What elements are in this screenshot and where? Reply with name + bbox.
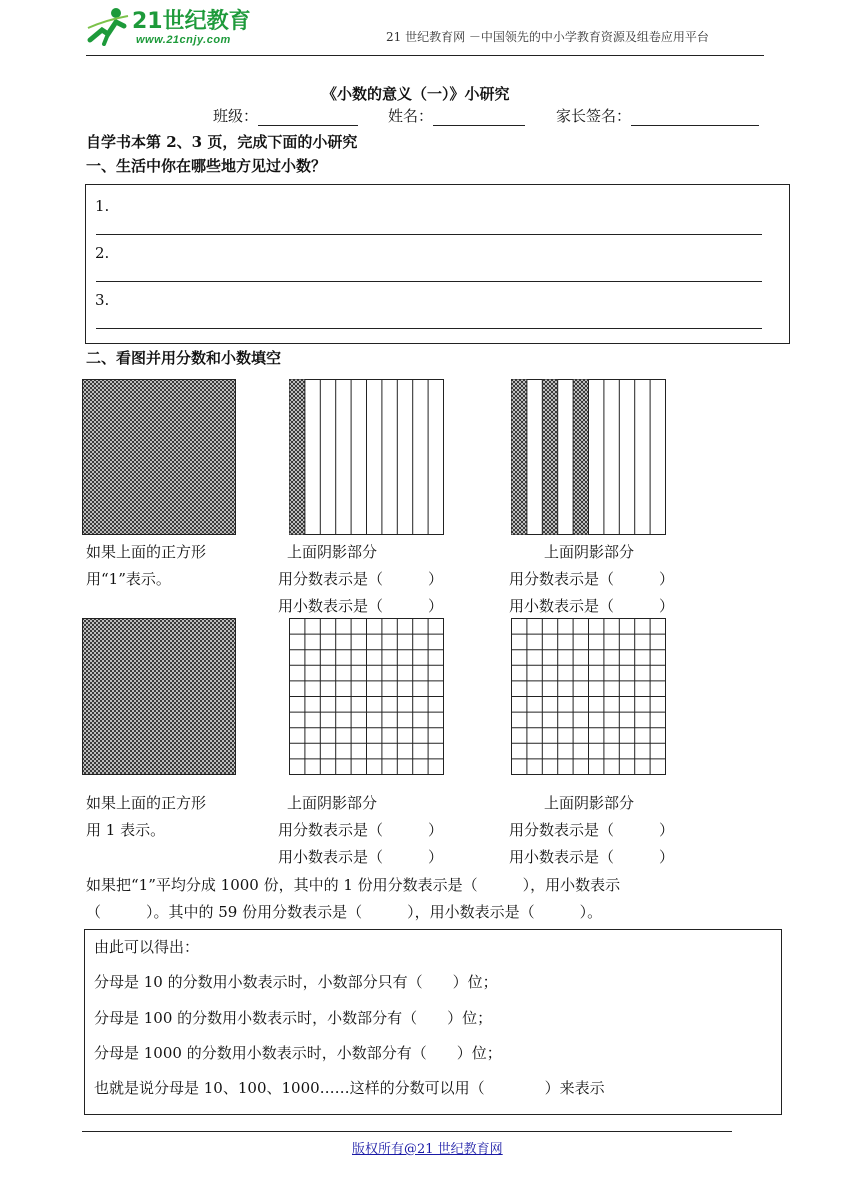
row2-right-fraction: 用分数表示是（ ）: [509, 821, 675, 839]
row1-right-shade: 上面阴影部分: [544, 543, 635, 561]
hundredths-grid-2: [511, 618, 666, 775]
unit-square-2: [82, 618, 236, 775]
row2-left-line1: 如果上面的正方形: [86, 794, 207, 812]
thousandths-question-line2: （ ）。其中的 59 份用分数表示是（ ），用小数表示是（ ）。: [86, 903, 603, 921]
class-field: 班级：: [213, 105, 358, 126]
row2-mid-fraction: 用分数表示是（ ）: [278, 821, 444, 839]
header-divider: [86, 55, 764, 56]
conclusion-box: [84, 929, 782, 1115]
answer-line-1[interactable]: [96, 234, 762, 235]
row2-right-shade: 上面阴影部分: [544, 794, 635, 812]
copyright-link[interactable]: 版权所有@21 世纪教育网: [352, 1142, 503, 1157]
conclusion-line-2: 分母是 100 的分数用小数表示时，小数部分有（ ）位；: [94, 1009, 493, 1027]
answer-line-3[interactable]: [96, 328, 762, 329]
row1-mid-decimal: 用小数表示是（ ）: [278, 597, 444, 615]
footer-divider: [82, 1131, 732, 1132]
answer-line-2[interactable]: [96, 281, 762, 282]
row1-mid-shade: 上面阴影部分: [287, 543, 378, 561]
logo-text: 21世纪教育: [132, 9, 251, 34]
intro-text: 自学书本第 2、3 页，完成下面的小研究: [86, 133, 358, 151]
row2-left-line2: 用 1 表示。: [86, 821, 166, 839]
row1-right-decimal: 用小数表示是（ ）: [509, 597, 675, 615]
page-title: 《小数的意义（一）》小研究: [322, 85, 510, 103]
shaded-column: [542, 380, 557, 535]
answer-box: [85, 184, 790, 344]
name-field: 姓名：: [388, 105, 525, 126]
answer-label-3: 3.: [95, 291, 110, 309]
row1-left-line2: 用“1”表示。: [86, 570, 171, 588]
section2-heading: 二、看图并用分数和小数填空: [86, 349, 282, 367]
conclusion-line-3: 分母是 1000 的分数用小数表示时，小数部分有（ ）位；: [94, 1044, 502, 1062]
row1-mid-fraction: 用分数表示是（ ）: [278, 570, 444, 588]
tenths-figure-2: [511, 379, 666, 535]
tenths-figure-1: [289, 379, 444, 535]
section1-heading: 一、生活中你在哪些地方见过小数？: [86, 157, 327, 175]
shaded-column: [290, 380, 305, 535]
row2-mid-shade: 上面阴影部分: [287, 794, 378, 812]
parent-signature-field: 家长签名：: [556, 105, 759, 126]
row1-right-fraction: 用分数表示是（ ）: [509, 570, 675, 588]
conclusion-lead: 由此可以得出：: [94, 938, 200, 956]
conclusion-line-4: 也就是说分母是 10、100、1000……这样的分数可以用（ ）来表示: [94, 1079, 605, 1097]
runner-logo-icon: [86, 6, 130, 46]
hundredths-grid-1: [289, 618, 444, 775]
answer-label-1: 1.: [95, 197, 110, 215]
row2-right-decimal: 用小数表示是（ ）: [509, 848, 675, 866]
parent-signature-input[interactable]: [631, 109, 759, 126]
shaded-column: [512, 380, 527, 535]
site-title: 21 世纪教育网 －中国领先的中小学教育资源及组卷应用平台: [386, 30, 709, 44]
thousandths-question-line1: 如果把“1”平均分成 1000 份，其中的 1 份用分数表示是（ ），用小数表示: [86, 876, 621, 894]
unit-square-1: [82, 379, 236, 535]
row2-mid-decimal: 用小数表示是（ ）: [278, 848, 444, 866]
shaded-column: [573, 380, 588, 535]
conclusion-line-1: 分母是 10 的分数用小数表示时，小数部分只有（ ）位；: [94, 973, 498, 991]
name-input[interactable]: [433, 109, 525, 126]
class-input[interactable]: [258, 109, 358, 126]
logo-url: www.21cnjy.com: [136, 34, 231, 46]
row1-left-line1: 如果上面的正方形: [86, 543, 207, 561]
answer-label-2: 2.: [95, 244, 110, 262]
